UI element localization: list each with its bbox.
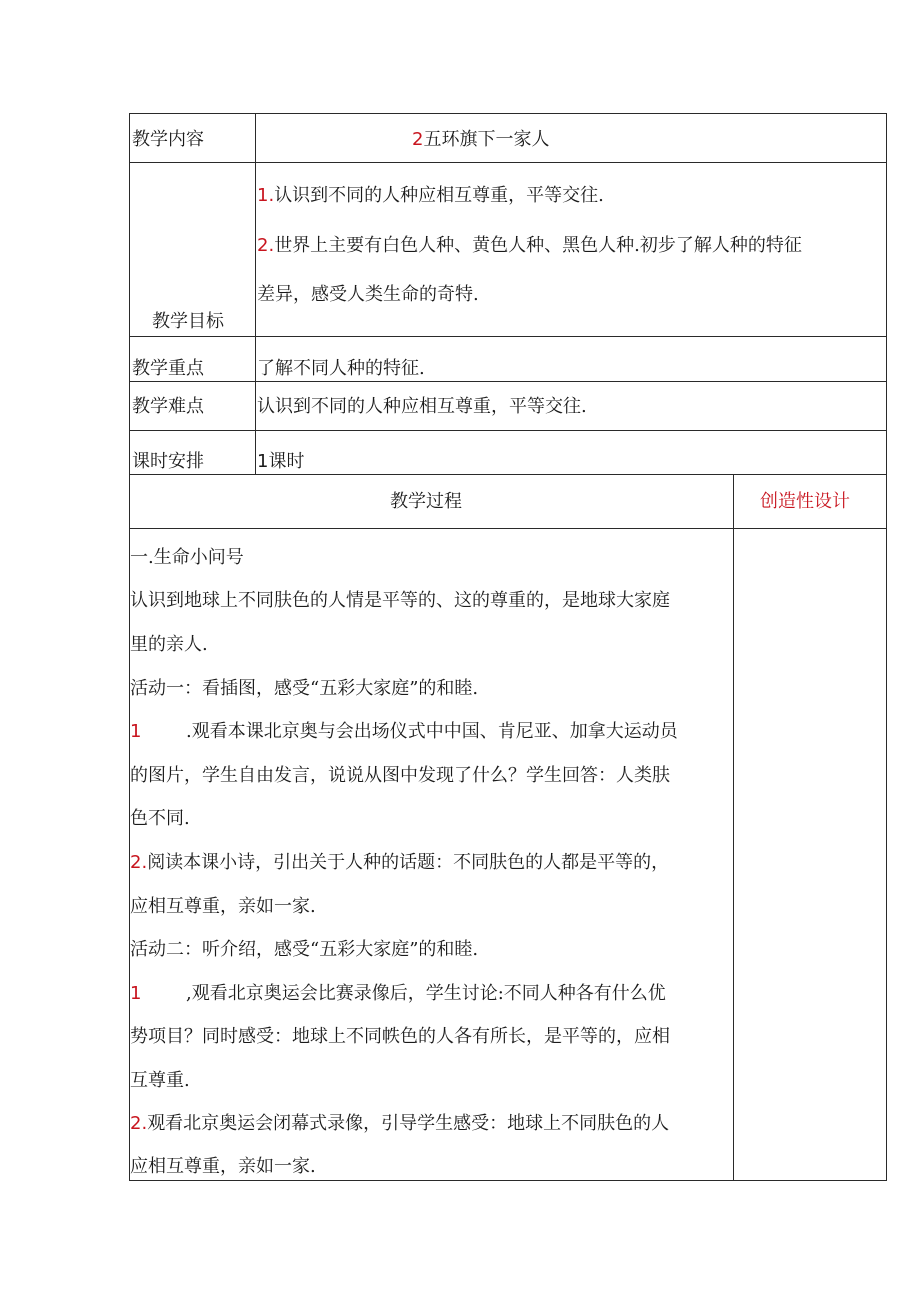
intro-line2: 里的亲人.: [130, 634, 208, 655]
row-divider-difficulty: [129, 381, 887, 382]
content-label: 教学内容: [132, 129, 204, 150]
goal-1: [257, 187, 604, 205]
a1-item1-line3: 色不同.: [130, 808, 190, 829]
section-1-heading: 一.生命小问号: [130, 547, 244, 568]
a2-item1-number: 1: [130, 983, 142, 1004]
row-divider-process-header: [129, 474, 887, 475]
a1-item2-line1: [130, 854, 669, 872]
a2-item1-line1: ,观看北京奥运会比赛录像后，学生讨论:不同人种各有什么优: [186, 983, 666, 1004]
schedule-label: 课时安排: [132, 451, 204, 472]
a1-item1-line1: .观看本课北京奥与会出场仪式中中国、肯尼亚、加拿大运动员: [186, 721, 678, 742]
schedule-value: [257, 453, 304, 471]
a2-item2-line2: 应相互尊重，亲如一家.: [130, 1156, 316, 1177]
table-border-top: [129, 113, 887, 114]
key-label: 教学重点: [132, 358, 204, 379]
goal-2-line1: [257, 237, 802, 255]
process-header: 教学过程: [390, 491, 462, 512]
row-divider-process-body: [129, 528, 887, 529]
activity-2-heading: 活动二：听介绍，感受“五彩大家庭”的和睦.: [130, 939, 479, 960]
goal-2-number: 2.: [257, 235, 275, 256]
row-divider-key: [129, 336, 887, 337]
table-border-right: [886, 113, 887, 1181]
a2-item1-line3: 互尊重.: [130, 1070, 190, 1091]
a2-item1-line2: 势项目？同时感受：地球上不同帙色的人各有所长，是平等的，应相: [130, 1026, 670, 1047]
lesson-title: [412, 131, 549, 149]
lesson-title-text: 五环旗下一家人: [423, 129, 550, 150]
lesson-number: 2: [412, 129, 424, 150]
design-header: 创造性设计: [760, 491, 850, 512]
goal-1-number: 1.: [257, 185, 275, 206]
row-divider-goals: [129, 162, 887, 163]
a2-item2-text: 观看北京奥运会闭幕式录像，引导学生感受：地球上不同肤色的人: [147, 1113, 670, 1134]
label-column-divider: [255, 113, 256, 475]
schedule-number: 1: [257, 451, 269, 472]
row-divider-schedule: [129, 430, 887, 431]
a1-item2-text: 阅读本课小诗，引出关于人种的话题：不同肤色的人都是平等的，: [147, 852, 670, 873]
goal-2-line2: 差异，感受人类生命的奇特.: [257, 284, 479, 305]
difficulty-text: 认识到不同的人种应相互尊重，平等交往.: [257, 396, 587, 417]
intro-line1: 认识到地球上不同肤色的人情是平等的、这的尊重的，是地球大家庭: [130, 590, 670, 611]
goal-2-text: 世界上主要有白色人种、黄色人种、黑色人种.初步了解人种的特征: [274, 235, 802, 256]
goal-1-text: 认识到不同的人种应相互尊重，平等交往.: [274, 185, 604, 206]
design-column-divider: [733, 474, 734, 1181]
a1-item1-number: 1: [130, 721, 142, 742]
difficulty-label: 教学难点: [132, 396, 204, 417]
activity-1-heading: 活动一：看插图，感受“五彩大家庭”的和睦.: [130, 678, 479, 699]
a2-item2-line1: [130, 1115, 669, 1133]
a1-item1-line2: 的图片，学生自由发言，说说从图中发现了什么？学生回答：人类肤: [130, 765, 670, 786]
schedule-unit: 课时: [268, 451, 305, 472]
table-border-bottom: [129, 1180, 887, 1181]
key-text: 了解不同人种的特征.: [257, 358, 425, 379]
a2-item2-number: 2.: [130, 1113, 148, 1134]
a1-item2-number: 2.: [130, 852, 148, 873]
goals-label: 教学目标: [152, 311, 224, 332]
a1-item2-line2: 应相互尊重，亲如一家.: [130, 896, 316, 917]
